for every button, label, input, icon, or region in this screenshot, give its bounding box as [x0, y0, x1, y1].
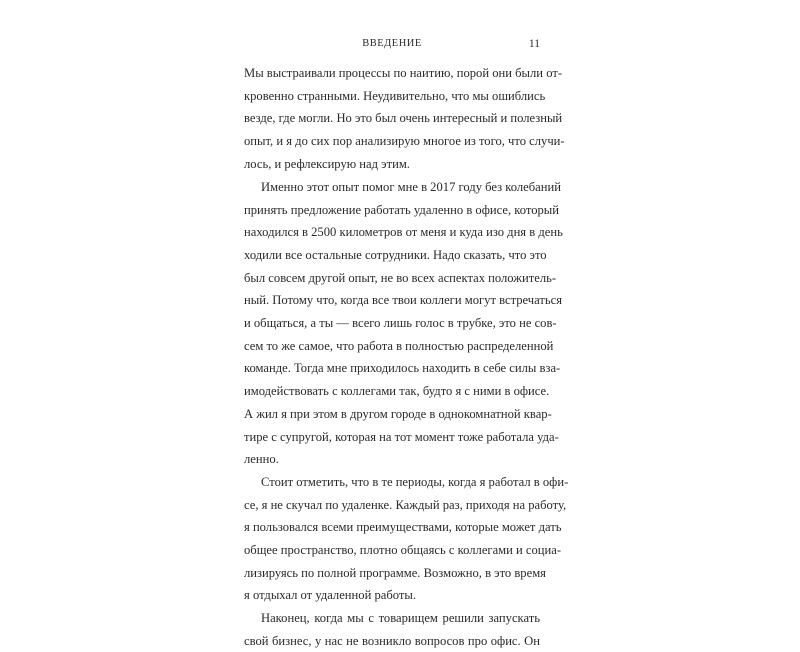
text-line: имодействовать с коллегами так, будто я с ними в офисе.	[244, 384, 550, 399]
page-number: 11	[528, 38, 540, 50]
text-line: лось, и рефлексирую над этим.	[244, 156, 410, 171]
text-line: и общаться, а ты — всего лишь голос в трубке, это не сов-	[244, 316, 557, 331]
text-line: ный. Потому что, когда все твои коллеги могут встречаться	[244, 293, 563, 308]
text-line: А жил я при этом в другом городе в однокомнатной квар-	[244, 406, 552, 421]
text-line: был совсем другой опыт, не во всех аспектах положитель-	[244, 270, 557, 285]
text-line: находился в 2500 километров от меня и куда изо дня в день	[244, 225, 563, 240]
text-line: свой бизнес, у нас не возникло вопросов про офис. Он	[244, 633, 540, 648]
section-title: ВВЕДЕНИЕ	[362, 38, 422, 49]
text-line: опыт, и я до сих пор анализирую многое из того, что случи-	[244, 134, 565, 149]
text-line: тире с супругой, которая на тот момент тоже работала уда-	[244, 429, 559, 444]
text-line: Стоит отметить, что в те периоды, когда я работал в офи-	[261, 474, 569, 489]
paragraph-1	[244, 62, 565, 175]
text-line: команде. Тогда мне приходилось находить в себе силы вза-	[244, 361, 561, 376]
text-line: Мы выстраивали процессы по наитию, порой они были от-	[244, 66, 563, 80]
text-line: общее пространство, плотно общаясь с коллегами и социа-	[244, 542, 562, 557]
text-line: везде, где могли. Но это был очень интересный и полезный	[244, 111, 563, 126]
text-line: ленно.	[244, 452, 279, 467]
text-line: Именно этот опыт помог мне в 2017 году без колебаний	[261, 179, 561, 194]
text-line: я пользовался всеми преимуществами, которые может дать	[244, 520, 562, 535]
paragraph-4	[244, 607, 540, 652]
text-line: я отдыхал от удаленной работы.	[244, 588, 417, 603]
paragraph-2	[244, 176, 563, 471]
text-line: сем то же самое, что работа в полностью распределенной	[244, 338, 554, 353]
running-header	[244, 38, 540, 54]
text-line: принять предложение работать удаленно в офисе, который	[244, 202, 559, 217]
text-line: се, я не скучал по удаленке. Каждый раз, приходя на работу,	[244, 497, 567, 512]
text-line: кровенно странными. Неудивительно, что мы ошиблись	[244, 88, 546, 103]
text-line: ходили все остальные сотрудники. Надо сказать, что это	[244, 248, 547, 262]
text-line: Наконец, когда мы с товарищем решили запускать	[261, 611, 540, 625]
text-line: лизируясь по полной программе. Возможно, в это время	[244, 565, 546, 580]
body-text	[244, 62, 569, 652]
paragraph-3	[244, 471, 569, 607]
